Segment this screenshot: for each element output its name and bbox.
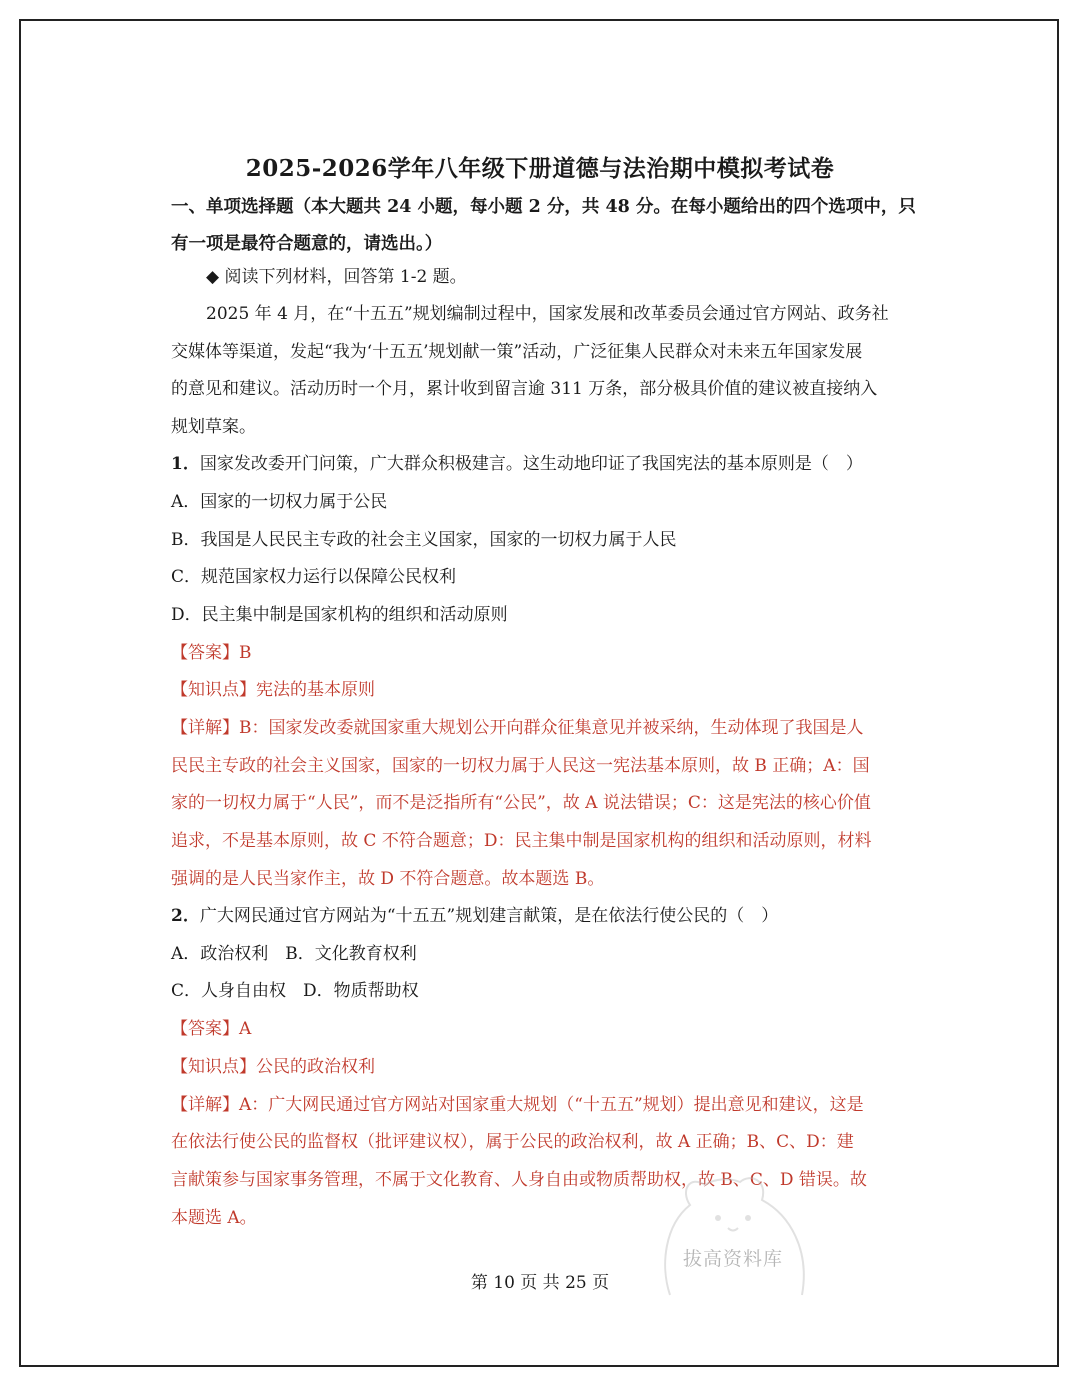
detail-line: 言献策参与国家事务管理，不属于文化教育、人身自由或物质帮助权，故 B、C、D 错误。故 bbox=[171, 1170, 867, 1190]
document-title: 2025-2026学年八年级下册道德与法治期中模拟考试卷 bbox=[245, 155, 835, 182]
material-line: 2025 年 4 月，在“十五五”规划编制过程中，国家发展和改革委员会通过官方网站、政务社 bbox=[206, 304, 889, 324]
q1-answer bbox=[171, 642, 252, 664]
answer-label: 【答案】 bbox=[171, 643, 239, 663]
section-heading: 一、单项选择题（本大题共 24 小题，每小题 2 分，共 48 分。在每小题给出的四个选项中，只 bbox=[171, 197, 916, 217]
material-line: 的意见和建议。活动历时一个月，累计收到留言逾 311 万条，部分极具价值的建议被直接纳入 bbox=[171, 379, 878, 399]
watermark-text: 拔高资料库 bbox=[683, 1248, 784, 1270]
q1-option-a: A．国家的一切权力属于公民 bbox=[171, 492, 388, 512]
detail-line: A：广大网民通过官方网站对国家重大规划（“十五五”规划）提出意见和建议，这是 bbox=[239, 1095, 864, 1115]
q2-options-row-2: C．人身自由权 D．物质帮助权 bbox=[171, 981, 419, 1001]
question-stem: 国家发改委开门问策，广大群众积极建言。这生动地印证了我国宪法的基本原则是（ ） bbox=[199, 454, 863, 474]
page-number: 第 10 页 共 25 页 bbox=[470, 1273, 610, 1293]
q2-knowledge bbox=[171, 1056, 375, 1078]
question-number: 1． bbox=[171, 454, 200, 474]
detail-line: 强调的是人民当家作主，故 D 不符合题意。故本题选 B。 bbox=[171, 869, 605, 889]
answer-value: A bbox=[239, 1019, 252, 1039]
answer-value: B bbox=[239, 643, 252, 663]
q2-options-row-1: A．政治权利 B．文化教育权利 bbox=[171, 944, 417, 964]
detail-line: 民民主专政的社会主义国家，国家的一切权力属于人民这一宪法基本原则，故 B 正确；A：国 bbox=[171, 756, 870, 776]
q1-option-d: D．民主集中制是国家机构的组织和活动原则 bbox=[171, 605, 508, 625]
knowledge-value: 公民的政治权利 bbox=[256, 1057, 375, 1077]
knowledge-value: 宪法的基本原则 bbox=[256, 680, 375, 700]
detail-line: 本题选 A。 bbox=[171, 1208, 257, 1228]
reading-instruction: ◆ 阅读下列材料，回答第 1-2 题。 bbox=[206, 267, 467, 287]
q2-detail bbox=[171, 1094, 864, 1116]
detail-label: 【详解】 bbox=[171, 1095, 239, 1115]
material-line: 交媒体等渠道，发起“我为‘十五五’规划献一策”活动，广泛征集人民群众对未来五年国家发展 bbox=[171, 342, 863, 362]
section-heading-cont: 有一项是最符合题意的，请选出。） bbox=[171, 234, 443, 254]
question-number: 2． bbox=[171, 906, 200, 926]
knowledge-label: 【知识点】 bbox=[171, 1057, 256, 1077]
material-line: 规划草案。 bbox=[171, 417, 256, 437]
detail-line: 在依法行使公民的监督权（批评建议权），属于公民的政治权利，故 A 正确；B、C、D：建 bbox=[171, 1132, 854, 1152]
detail-line: 家的一切权力属于“人民”，而不是泛指所有“公民”，故 A 说法错误；C：这是宪法的核心价值 bbox=[171, 793, 871, 813]
q1-knowledge bbox=[171, 679, 375, 701]
detail-label: 【详解】 bbox=[171, 718, 239, 738]
question-2 bbox=[171, 905, 778, 927]
question-stem: 广大网民通过官方网站为“十五五”规划建言献策，是在依法行使公民的（ ） bbox=[199, 906, 779, 926]
answer-label: 【答案】 bbox=[171, 1019, 239, 1039]
q1-option-c: C．规范国家权力运行以保障公民权利 bbox=[171, 567, 457, 587]
knowledge-label: 【知识点】 bbox=[171, 680, 256, 700]
q1-option-b: B．我国是人民民主专政的社会主义国家，国家的一切权力属于人民 bbox=[171, 530, 677, 550]
q1-detail bbox=[171, 717, 864, 739]
detail-line: 追求，不是基本原则，故 C 不符合题意；D：民主集中制是国家机构的组织和活动原则，材料 bbox=[171, 831, 872, 851]
q2-answer bbox=[171, 1018, 251, 1040]
detail-line: B：国家发改委就国家重大规划公开向群众征集意见并被采纳，生动体现了我国是人 bbox=[239, 718, 864, 738]
question-1 bbox=[171, 453, 863, 475]
